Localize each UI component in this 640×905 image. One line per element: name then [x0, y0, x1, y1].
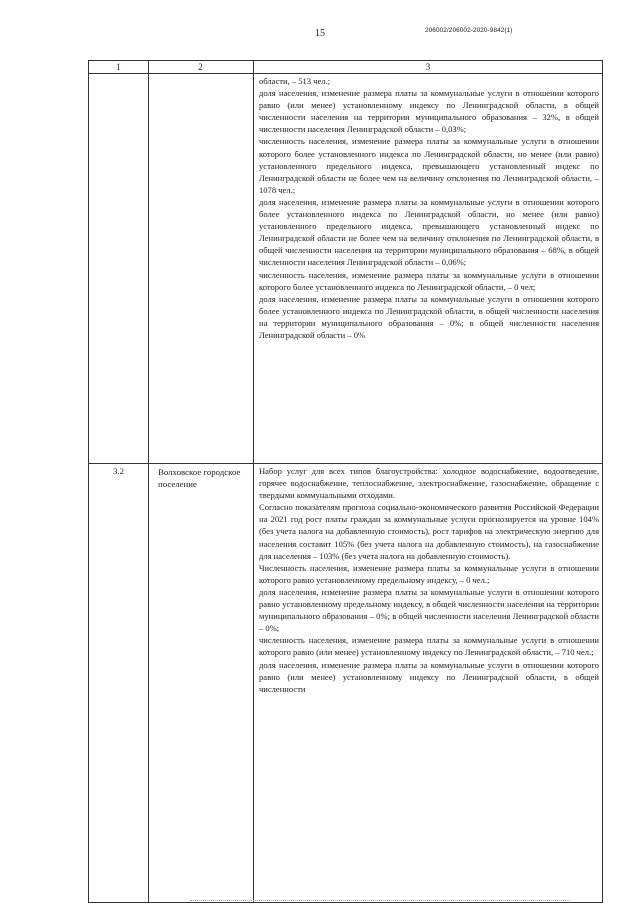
column-divider: [148, 61, 149, 902]
paragraph: Согласно показателям прогноза социально-экономического развития Российской Федерации на 2021 год рост платы граждан за коммунальные услуги прогнозируется на уровне 104% (без учета налога на добавленную стоимость), рост тарифов на электрическую энергию для населения составит 105% (без учета налога на добавленную стоимость), на газоснабжение для населения – 103% (без учета налога на добавленную стоимость).: [259, 502, 599, 561]
data-table: [88, 60, 603, 903]
paragraph: доля населения, изменение размера платы за коммунальные услуги в отношении которого равно (или менее) установленному индексу по Ленинградской области, в общей численности населения на территории муниципального образования – 32%, в общей численности населения Ленинградской области – 0,03%;: [259, 88, 599, 135]
paragraph: доля населения, изменение размера платы за коммунальные услуги в отношении которого более установленного индекса по Ленинградской области, но менее (или равно) установленного предельного индекса, превышающего установленный индекс по Ленинградской области не более чем на величину отклонения по Ленинградской области, в общей численности населения на территории муниципального образования – 68%, в общей численности населения Ленинградской области – 0,06%;: [259, 196, 599, 268]
previous-row-text: [259, 75, 599, 341]
paragraph: Набор услуг для всех типов благоустройства: холодное водоснабжение, водоотведение, горячее водоснабжение, теплоснабжение, электроснабжение, газоснабжение, обращение с твердыми коммунальными отходами.: [259, 466, 599, 501]
paragraph: доля населения, изменение размера платы за коммунальные услуги в отношении которого равно установленному предельному индексу, в общей численности населения на территории муниципального образования – 0%; в общей численности населения Ленинградской области – 0%;: [259, 586, 599, 634]
scan-artifact: [190, 900, 570, 903]
document-code: 206002/206002-2020-9842(1): [425, 27, 513, 34]
header-divider: [89, 73, 602, 74]
row-3-2-text: [259, 465, 599, 695]
row-number: 3.2: [113, 466, 124, 476]
column-header-2: 2: [198, 62, 203, 72]
paragraph: доля населения, изменение размера платы за коммунальные услуги в отношении которого более установленного индекса по Ленинградской области, в общей численности населения на территории муниципального образования – 0%; в общей численности населения Ленинградской области – 0%: [259, 293, 599, 340]
paragraph: Численность населения, изменение размера платы за коммунальные услуги в отношении которого равно установленному предельному индексу, – 0 чел.;: [259, 562, 599, 585]
paragraph: численность населения, изменение размера платы за коммунальные услуги в отношении которого равно (или менее) установленному индексу по Ленинградской области, – 710 чел.;: [259, 635, 599, 658]
settlement-name: Волховское городское поселение: [158, 467, 241, 489]
column-divider: [253, 61, 254, 902]
paragraph: численность населения, изменение размера платы за коммунальные услуги в отношении которого более установленного индекса по Ленинградской области, но менее (или равно) установленного предельного индекса, превышающего установленный индекс по Ленинградской области не более чем на величину отклонения по Ленинградской области, – 1078 чел.;: [259, 136, 599, 195]
column-header-3: 3: [425, 62, 431, 72]
paragraph: области, – 513 чел.;: [259, 76, 331, 86]
paragraph: доля населения, изменение размера платы за коммунальные услуги в отношении которого равно (или менее) установленному индексу по Ленинградской области, в общей численности: [259, 659, 599, 694]
column-header-1: 1: [116, 62, 121, 72]
row-divider: [89, 463, 602, 464]
page-number: 15: [315, 28, 325, 39]
paragraph: численность населения, изменение размера платы за коммунальные услуги в отношении которого более установленного индекса по Ленинградской области, – 0 чел;: [259, 269, 599, 292]
